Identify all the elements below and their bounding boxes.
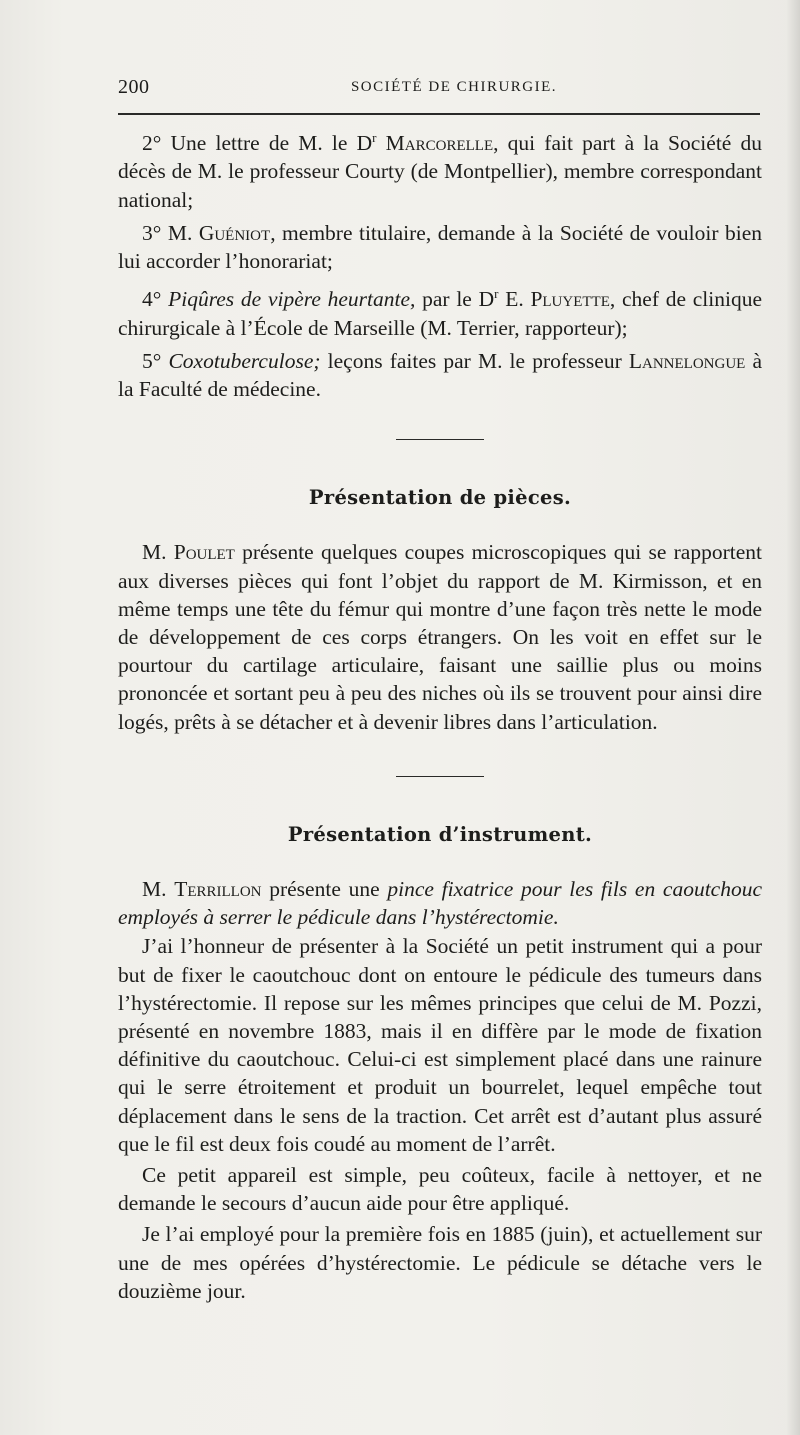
section-separator [396, 776, 484, 777]
work-title: pince fixatrice pour les fils en caoutchouc employés à serrer le pédicule dans l’hystérectomie. [118, 876, 763, 930]
item-2: 2° Une lettre de M. le $D^r$ Marcorelle, qui fait part à la Société du décès de M. le professeur Courty (de Montpellier), membre correspondant national; [118, 130, 763, 212]
section-heading-pieces: Présentation de pièces. [308, 486, 572, 510]
item-4: 4° Piqûres de vipère heurtante, par le $D^r$ E. Pluyette, chef de clinique chirurgicale à l’École de Marseille (M. Terrier, rapporteur); [118, 286, 763, 340]
paragraph-poulet: M. Poulet présente quelques coupes microscopiques qui se rapportent aux diverses pièces qui font l’objet du rapport de M. Kirmisson, et en même temps une tête du fémur qui montre d’une façon très nette le mode de développement de ces corps étrangers. On les voit en effet sur le pourtour du cartilage articulaire, faisant une saillie plus ou moins prononcée et sortant peu à peu des niches où ils se trouvent pour ainsi dire logés, prêts à se détacher et à devenir libres dans l’articulation. [118, 540, 762, 734]
author-name: Poulet [173, 540, 235, 565]
author-name: Pluyette [530, 287, 610, 312]
page-header [118, 76, 760, 102]
author-name: Guéniot [198, 220, 271, 245]
page-number: 200 [118, 76, 150, 98]
paragraph-instrument-usage: Je l’ai employé pour la première fois en 1885 (juin), et actuellement sur une de mes opérées d’hystérectomie. Le pédicule se détache vers le douzième jour. [118, 1222, 762, 1303]
running-head: SOCIÉTÉ DE CHIRURGIE. [350, 79, 558, 95]
body-text [118, 124, 762, 1305]
work-title: Piqûres de vipère heurtante, [168, 287, 416, 312]
paragraph-instrument-benefits: Ce petit appareil est simple, peu coûteux, facile à nettoyer, et ne demande le secours d’aucun aide pour être appliqué. [118, 1163, 762, 1216]
author-name: Marcorelle [385, 131, 494, 156]
author-name: Terrillon [174, 876, 262, 901]
paragraph-instrument-description: J’ai l’honneur de présenter à la Société un petit instrument qui a pour but de fixer le caoutchouc dont on entoure le pédicule des tumeurs dans l’hystérectomie. Il repose sur les mêmes principes que celui de M. Pozzi, présenté en novembre 1883, mais il en diffère par le mode de fixation définitive du caoutchouc. Celui-ci est simplement placé dans une rainure qui le serre étroitement et produit un bourrelet, lequel empêche tout déplacement dans le sens de la traction. Cet arrêt est d’autant plus assuré que le fil est deux fois coudé au moment de l’arrêt. [118, 934, 762, 1156]
item-3: 3° M. Guéniot, membre titulaire, demande à la Société de vouloir bien lui accorder l’honorariat; [118, 220, 762, 273]
header-rule [118, 113, 760, 115]
section-separator [396, 439, 484, 440]
section-heading-instrument: Présentation d’instrument. [287, 822, 593, 846]
item-5: 5° Coxotuberculose; leçons faites par M. le professeur Lannelongue à la Faculté de médecine. [118, 348, 762, 401]
author-name: Lannelongue [628, 348, 746, 373]
paragraph-terrillon: M. Terrillon présente une pince fixatrice pour les fils en caoutchouc employés à serrer le pédicule dans l’hystérectomie. [118, 876, 763, 930]
work-title: Coxotuberculose; [168, 348, 321, 373]
page-edge-shadow [786, 0, 800, 1435]
